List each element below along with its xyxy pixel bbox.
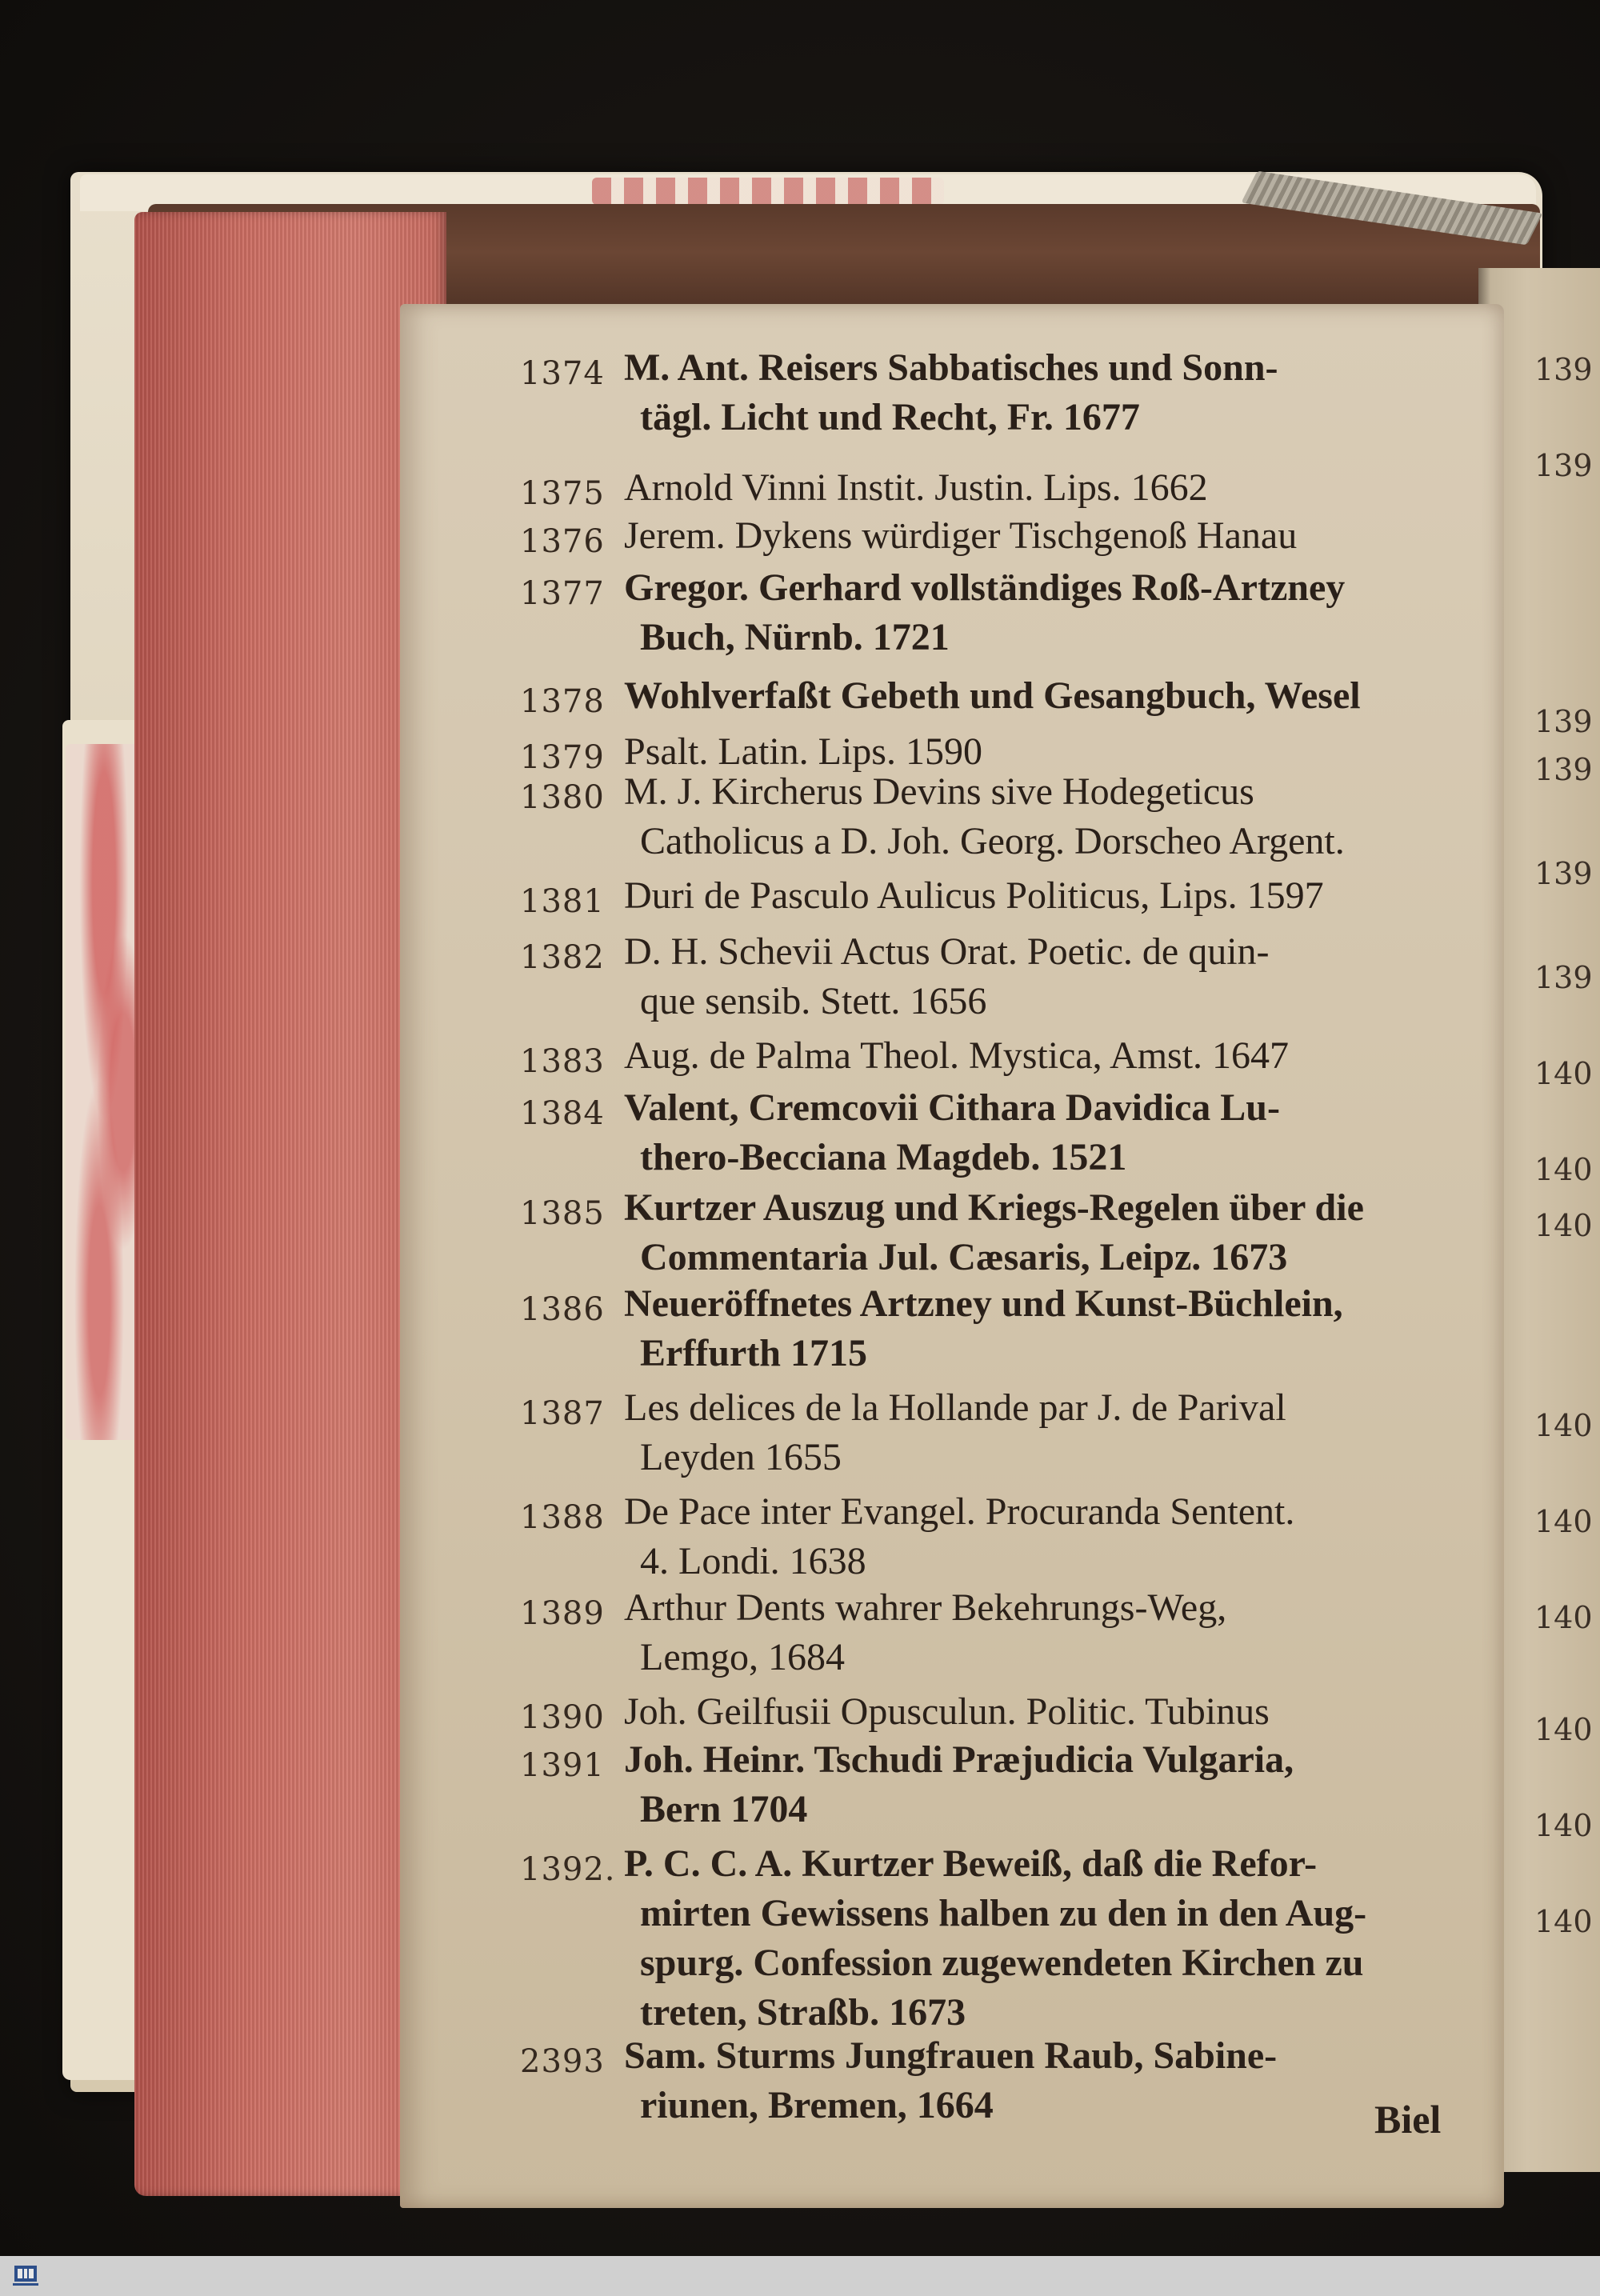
entry-text-line: Buch, Nürnb. 1721 <box>640 616 950 658</box>
entry-text-line: Jerem. Dykens würdiger Tischgenoß Hanau <box>624 514 1298 557</box>
adjacent-entry-number: 139 <box>1534 448 1593 483</box>
entry-number: 1381 <box>520 883 605 920</box>
entry-number: 1378 <box>520 683 605 720</box>
entry-text-line: Joh. Geilfusii Opusculun. Politic. Tubinus <box>624 1690 1270 1733</box>
adjacent-entry-number: 140 <box>1534 1504 1593 1539</box>
entry-text-line: Arnold Vinni Instit. Justin. Lips. 1662 <box>624 466 1208 509</box>
adjacent-entry-number: 139 <box>1534 704 1593 739</box>
entry-number: 1386 <box>520 1291 605 1328</box>
entry-text-line: mirten Gewissens halben zu den in den Aug- <box>640 1892 1367 1934</box>
entry-text-line: 4. Londi. 1638 <box>640 1540 866 1582</box>
entry-number: 1382 <box>520 939 605 976</box>
adjacent-entry-number: 140 <box>1534 1808 1593 1843</box>
entry-text-line: Arthur Dents wahrer Bekehrungs-Weg, <box>624 1586 1227 1629</box>
entry-text-line: spurg. Confession zugewendeten Kirchen zu <box>640 1942 1364 1984</box>
binding-red-ornament <box>592 178 944 205</box>
entry-text-line: Bern 1704 <box>640 1788 808 1830</box>
adjacent-entry-number: 139 <box>1534 960 1593 995</box>
entry-number: 1375 <box>520 475 605 512</box>
entry-text-line: P. C. C. A. Kurtzer Beweiß, daß die Refor- <box>624 1842 1318 1885</box>
entry-text-line: Wohlverfaßt Gebeth und Gesangbuch, Wesel <box>624 674 1361 717</box>
adjacent-entry-number: 139 <box>1534 752 1593 787</box>
library-logo-icon <box>11 2262 40 2290</box>
adjacent-entry-number: 139 <box>1534 352 1593 387</box>
entry-text-line: Catholicus a D. Joh. Georg. Dorscheo Argent. <box>640 820 1345 862</box>
entry-number: 2393 <box>520 2043 605 2080</box>
catchword: Biel <box>1374 2097 1442 2142</box>
entry-text-line: Neueröffnetes Artzney und Kunst-Büchlein, <box>624 1282 1343 1325</box>
adjacent-entry-number: 139 <box>1534 856 1593 891</box>
entry-text-line: M. J. Kircherus Devins sive Hodegeticus <box>624 770 1254 813</box>
entry-number: 1390 <box>520 1699 605 1736</box>
entry-text-line: Psalt. Latin. Lips. 1590 <box>624 730 982 773</box>
entry-text-line: Leyden 1655 <box>640 1436 842 1478</box>
entry-text-line: que sensib. Stett. 1656 <box>640 980 987 1022</box>
entry-number: 1388 <box>520 1499 605 1536</box>
adjacent-entry-number: 140 <box>1534 1152 1593 1187</box>
entry-text-line: Gregor. Gerhard vollständiges Roß-Artzney <box>624 566 1346 609</box>
adjacent-entry-number: 140 <box>1534 1712 1593 1747</box>
entry-number: 1383 <box>520 1043 605 1080</box>
entry-text-line: Aug. de Palma Theol. Mystica, Amst. 1647 <box>624 1034 1290 1077</box>
entry-text-line: Joh. Heinr. Tschudi Præjudicia Vulgaria, <box>624 1738 1294 1781</box>
entry-number: 1374 <box>520 355 605 392</box>
adjacent-entry-number: 140 <box>1534 1408 1593 1443</box>
adjacent-entry-number: 140 <box>1534 1208 1593 1243</box>
entry-number: 1376 <box>520 523 605 560</box>
entry-text-line: Kurtzer Auszug und Kriegs-Regelen über die <box>624 1186 1364 1229</box>
entry-text-line: Duri de Pasculo Aulicus Politicus, Lips. 1597 <box>624 874 1324 917</box>
entry-text-line: Les delices de la Hollande par J. de Parival <box>624 1386 1286 1429</box>
entry-text-line: Sam. Sturms Jungfrauen Raub, Sabine- <box>624 2034 1278 2077</box>
entry-number: 1380 <box>520 779 605 816</box>
entry-number: 1387 <box>520 1395 605 1432</box>
entry-number: 1384 <box>520 1095 605 1132</box>
entry-text-line: thero-Becciana Magdeb. 1521 <box>640 1136 1127 1178</box>
adjacent-entry-number: 140 <box>1534 1056 1593 1091</box>
viewer-footer-bar <box>0 2256 1600 2296</box>
entry-number: 1385 <box>520 1195 605 1232</box>
entry-number: 1389 <box>520 1595 605 1632</box>
entry-number: 1391 <box>520 1747 605 1784</box>
entry-text-line: D. H. Schevii Actus Orat. Poetic. de quin- <box>624 930 1270 973</box>
entry-number: 1377 <box>520 575 605 612</box>
entry-text-line: Commentaria Jul. Cæsaris, Leipz. 1673 <box>640 1236 1288 1278</box>
entry-text-line: treten, Straßb. 1673 <box>640 1991 966 2034</box>
entry-text-line: De Pace inter Evangel. Procuranda Sentent. <box>624 1490 1295 1533</box>
entry-text-line: tägl. Licht und Recht, Fr. 1677 <box>640 396 1140 438</box>
entry-text-line: Valent, Cremcovii Cithara Davidica Lu- <box>624 1086 1280 1129</box>
entry-text-line: M. Ant. Reisers Sabbatisches und Sonn- <box>624 346 1278 389</box>
entry-text-line: riunen, Bremen, 1664 <box>640 2084 994 2126</box>
adjacent-entry-number: 140 <box>1534 1904 1593 1939</box>
entry-text-line: Lemgo, 1684 <box>640 1636 845 1678</box>
entry-number: 1392. <box>520 1851 616 1888</box>
entry-number: 1379 <box>520 739 605 776</box>
entry-text-line: Erffurth 1715 <box>640 1332 867 1374</box>
adjacent-entry-number: 140 <box>1534 1600 1593 1635</box>
